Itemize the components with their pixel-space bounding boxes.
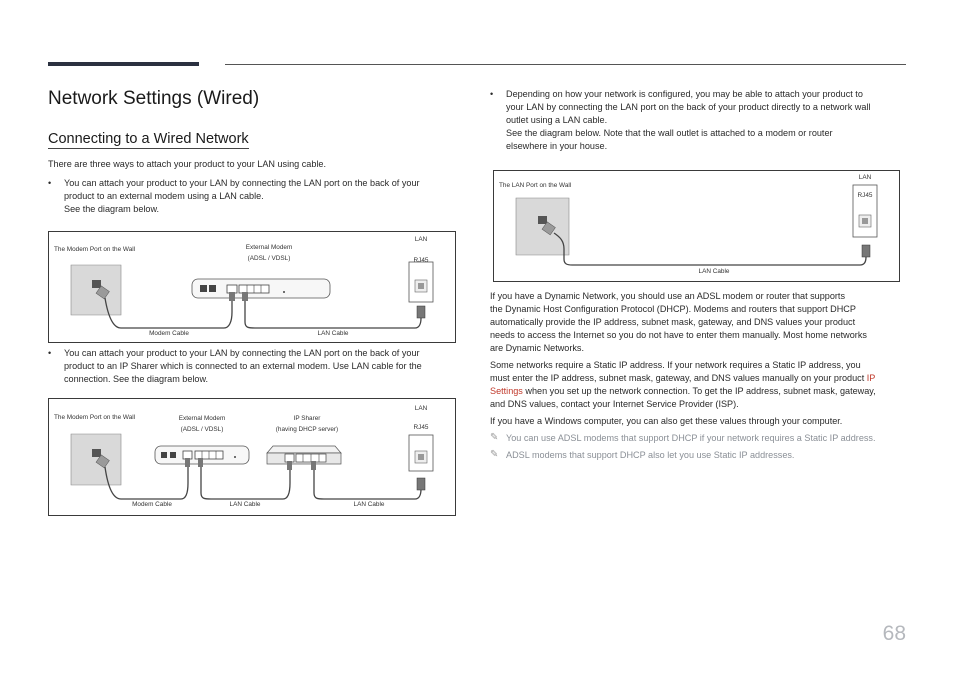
ip-settings-link-cont[interactable]: Settings <box>490 386 523 396</box>
wall-port-label: The Modem Port on the Wall <box>54 414 136 421</box>
rj45-label: RJ45 <box>857 192 873 199</box>
modem-cable-label: Modem Cable <box>132 501 172 508</box>
bullet-ip-sharer: • You can attach your product to your LAN by connecting the LAN port on the back of your product to an IP Sharer which is connected to an external modem. Use LAN cable for the connection. See the diagram below. <box>48 348 422 384</box>
wall-lan-port-label: The LAN Port on the Wall <box>499 182 572 189</box>
lan-label: LAN <box>414 236 428 243</box>
note-adsl-dhcp: ✎ ADSL modems that support DHCP also let you use Static IP addresses. <box>490 449 795 460</box>
bullet-wall-outlet: • Depending on how your network is configured, you may be able to attach your product to your LAN by connecting the LAN port on the back of your product directly to a network wall outlet using a LAN cable. See the diagram below. Note that the wall outlet is attached to a modem or router elsewhere in your house. <box>490 89 871 151</box>
page-title: Network Settings (Wired) <box>48 88 260 109</box>
section-title: Connecting to a Wired Network <box>48 131 249 147</box>
ip-sharer-type-label: (having DHCP server) <box>275 426 339 433</box>
modem-type-label: (ADSL / VDSL) <box>247 255 291 262</box>
wall-port-label: The Modem Port on the Wall <box>54 246 136 253</box>
modem-label: External Modem <box>245 244 293 251</box>
diagram-modem-connection <box>48 231 456 343</box>
page-number: 68 <box>882 622 906 645</box>
pencil-icon: ✎ <box>490 449 499 460</box>
pencil-icon: ✎ <box>490 432 499 443</box>
intro-text: There are three ways to attach your product to your LAN using cable. <box>48 159 327 169</box>
modem-type-label: (ADSL / VDSL) <box>180 426 224 433</box>
bullet-direct-modem: • You can attach your product to your LAN by connecting the LAN port on the back of your product to an external modem using a LAN cable. See the diagram below. <box>48 178 420 214</box>
bullet-dot: • <box>48 348 52 358</box>
static-ip-paragraph: Some networks require a Static IP address. If your network requires a Static IP address, you must enter the IP address, subnet mask, gateway, and DNS values manually on your product IP Settings when you set up the network connection. To get the IP address, subnet mask, gateway, and DNS values, contact your Internet Service Provider (ISP). <box>490 360 876 409</box>
diagram-wall-lan-connection <box>493 170 900 282</box>
lan-label: LAN <box>414 405 428 412</box>
header-rule <box>225 64 906 65</box>
lan-cable-label: LAN Cable <box>698 268 730 275</box>
lan-cable-label: LAN Cable <box>317 330 349 337</box>
ip-settings-link[interactable]: IP <box>866 373 876 383</box>
note-static-ip: ✎ You can use ADSL modems that support DHCP if your network requires a Static IP address. <box>490 432 876 443</box>
lan-cable-label-1: LAN Cable <box>229 501 261 508</box>
bullet-dot: • <box>490 89 494 99</box>
rj45-label: RJ45 <box>413 257 429 264</box>
lan-label: LAN <box>858 174 872 181</box>
dynamic-network-paragraph: If you have a Dynamic Network, you should use an ADSL modem or router that supports the Dynamic Host Configuration Protocol (DHCP). Modems and routers that support DHCP automatically provide the IP address, subnet mask, gateway, and DNS values your product needs to access the Internet so you do not have to enter them manually. Most home networks are Dynamic Networks. <box>490 291 867 353</box>
modem-cable-label: Modem Cable <box>149 330 189 337</box>
header-accent-bar <box>48 62 199 66</box>
bullet-dot: • <box>48 178 52 188</box>
rj45-label: RJ45 <box>413 424 429 431</box>
diagram-ip-sharer-connection <box>48 398 456 516</box>
ip-sharer-label: IP Sharer <box>293 415 321 422</box>
lan-cable-label-2: LAN Cable <box>353 501 385 508</box>
modem-label: External Modem <box>178 415 226 422</box>
windows-paragraph: If you have a Windows computer, you can also get these values through your computer. <box>490 416 843 426</box>
